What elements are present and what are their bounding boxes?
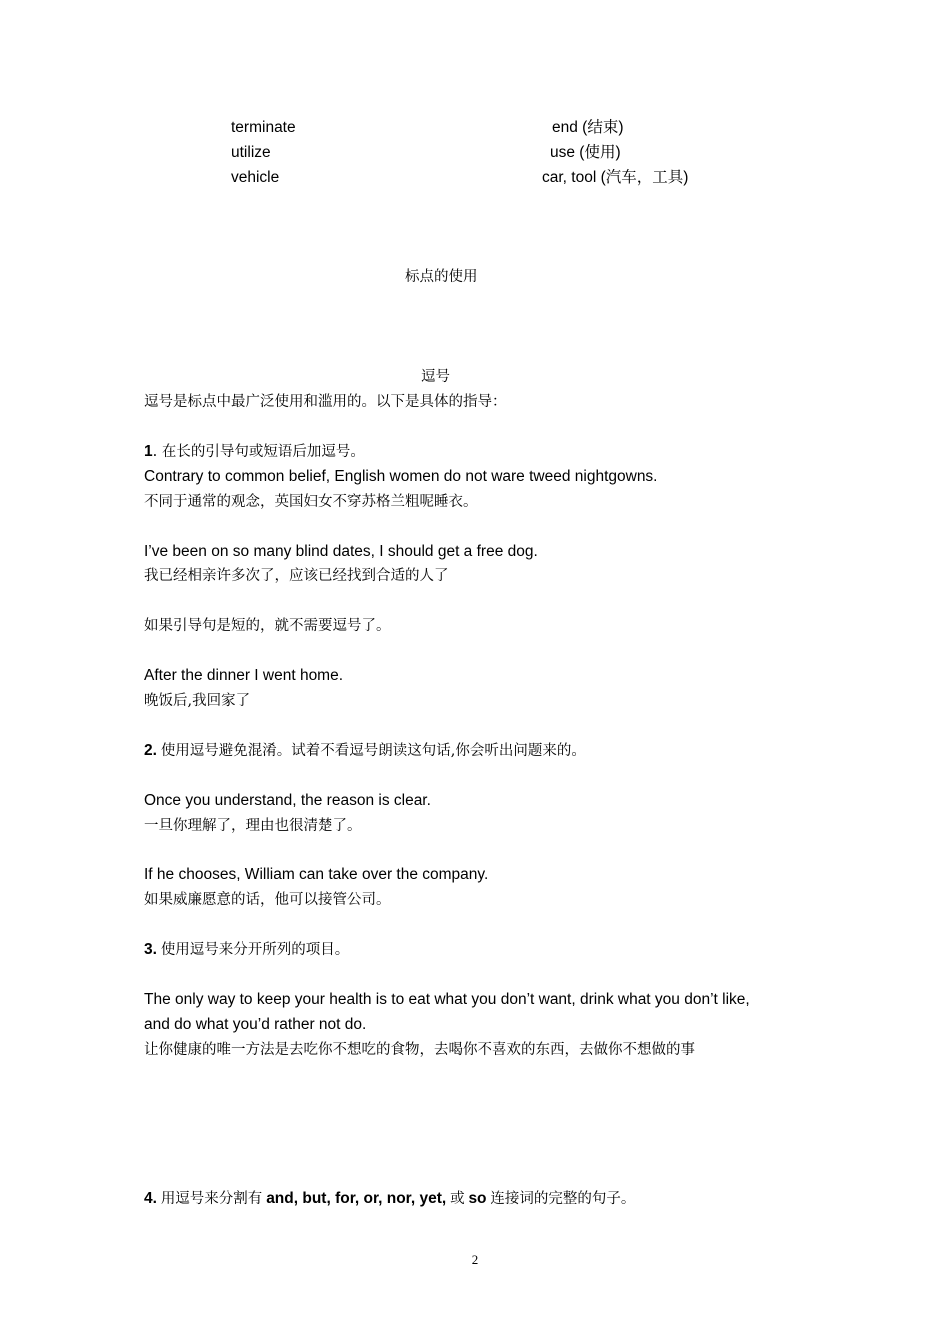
rule-4-conjunction-so: so: [468, 1190, 487, 1207]
page-number: 2: [471, 1252, 479, 1267]
example-1-english: Contrary to common belief, English women do not ware tweed nightgowns.: [144, 468, 658, 485]
vocab-word-2: utilize: [231, 144, 271, 161]
rule-3-text: 使用逗号来分开所列的项目。: [160, 942, 350, 958]
rule-3-number: 3.: [144, 941, 157, 958]
example-2-english: I’ve been on so many blind dates, I should get a free dog.: [144, 543, 538, 560]
vocab-word-3: vehicle: [231, 169, 280, 186]
rule-2-heading: [144, 741, 586, 761]
vocab-word-1: terminate: [231, 119, 296, 136]
example-5-english: If he chooses, William can take over the company.: [144, 866, 489, 883]
example-2-chinese: 我已经相亲许多次了，应该已经找到合适的人了: [144, 568, 449, 584]
example-3-english: After the dinner I went home.: [144, 667, 344, 684]
rule-4-text-b: 或: [450, 1191, 465, 1207]
rule-4-text-c: 连接词的完整的句子。: [490, 1191, 636, 1207]
rule-2-text: 使用逗号避免混淆。试着不看逗号朗读这句话,你会听出问题来的。: [160, 743, 586, 759]
note-short-intro: 如果引导句是短的，就不需要逗号了。: [144, 618, 391, 634]
rule-4-heading: [144, 1189, 635, 1209]
example-5-chinese: 如果威廉愿意的话，他可以接管公司。: [144, 892, 391, 908]
rule-2-number: 2.: [144, 742, 157, 759]
subsection-title: 逗号: [421, 369, 450, 385]
example-4-chinese: 一旦你理解了，理由也很清楚了。: [144, 818, 362, 834]
intro-text: 逗号是标点中最广泛使用和滥用的。以下是具体的指导：: [144, 394, 507, 410]
example-3-chinese: 晚饭后,我回家了: [144, 693, 251, 709]
vocab-meaning-2: use (使用): [550, 144, 621, 161]
rule-1-number: 1: [144, 443, 153, 460]
rule-1-heading: [144, 442, 365, 462]
section-title: 标点的使用: [405, 269, 478, 285]
example-6-english-line-2: and do what you’d rather not do.: [144, 1016, 367, 1033]
example-4-english: Once you understand, the reason is clear.: [144, 792, 431, 809]
rule-4-text-a: 用逗号来分割有: [160, 1191, 263, 1207]
rule-3-heading: [144, 940, 349, 960]
example-6-english-line-1: The only way to keep your health is to eat what you don’t want, drink what you don’t like,: [144, 991, 750, 1008]
rule-4-number: 4.: [144, 1190, 157, 1207]
vocab-meaning-3: car, tool (汽车，工具): [542, 169, 689, 186]
example-6-chinese: 让你健康的唯一方法是去吃你不想吃的食物，去喝你不喜欢的东西，去做你不想做的事: [144, 1042, 695, 1058]
example-1-chinese: 不同于通常的观念，英国妇女不穿苏格兰粗呢睡衣。: [144, 494, 478, 510]
rule-4-conjunctions: and, but, for, or, nor, yet,: [266, 1190, 447, 1207]
rule-1-text: . 在长的引导句或短语后加逗号。: [152, 444, 365, 460]
vocab-meaning-1: end (结束): [552, 119, 624, 136]
